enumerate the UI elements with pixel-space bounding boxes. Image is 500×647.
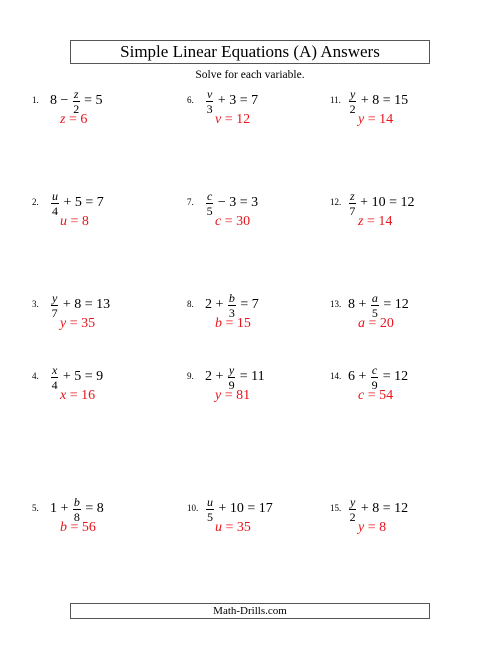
problem-number: 13.	[330, 299, 342, 309]
fraction-denominator: 3	[206, 101, 213, 116]
answer-variable: z	[60, 112, 66, 127]
fraction	[51, 190, 59, 217]
fraction	[73, 496, 81, 523]
fraction	[206, 190, 213, 217]
answer-value: = 20	[365, 316, 394, 331]
equation-suffix: + 5 = 7	[60, 195, 104, 210]
equation-prefix: 8 +	[348, 297, 370, 312]
answer-value: = 6	[65, 112, 88, 127]
answer	[215, 520, 251, 536]
answer	[358, 388, 393, 404]
equation-prefix: 1 +	[50, 501, 72, 516]
equation-suffix: + 8 = 13	[59, 297, 111, 312]
problem-number: 14.	[330, 371, 342, 381]
answer-value: = 12	[221, 112, 251, 127]
fraction-numerator: c	[371, 362, 378, 377]
answer-value: = 15	[222, 316, 251, 331]
fraction	[349, 496, 356, 523]
answer-variable: y	[358, 112, 365, 127]
answer-value: = 8	[67, 214, 89, 229]
fraction-denominator: 3	[228, 305, 235, 320]
answer-variable: u	[60, 214, 67, 229]
equation-prefix: 2 +	[205, 297, 227, 312]
answer-value: = 8	[364, 520, 387, 535]
fraction	[371, 364, 378, 391]
answer-value: = 54	[364, 388, 394, 403]
answer-value: = 30	[221, 214, 251, 229]
fraction-numerator: a	[371, 290, 378, 305]
answer-value: = 14	[364, 112, 394, 127]
equation-suffix: = 5	[80, 93, 103, 108]
answer-variable: y	[60, 316, 67, 331]
footer-site: Math-Drills.com	[70, 603, 430, 619]
fraction-denominator: 4	[52, 203, 58, 218]
equation-suffix: + 5 = 9	[59, 369, 104, 384]
answer-variable: u	[215, 520, 222, 535]
fraction-denominator: 7	[51, 305, 58, 320]
fraction-numerator: b	[73, 494, 80, 509]
answer	[60, 520, 96, 536]
answer	[358, 520, 386, 536]
fraction	[371, 292, 379, 319]
answer-variable: c	[358, 388, 365, 403]
problem-number: 4.	[32, 371, 39, 381]
fraction-numerator: b	[228, 290, 235, 305]
problem-number: 8.	[187, 299, 194, 309]
fraction-numerator: c	[207, 188, 213, 203]
answer	[60, 388, 95, 404]
problem-number: 11.	[330, 95, 341, 105]
fraction-denominator: 8	[73, 509, 80, 524]
fraction-numerator: z	[350, 188, 355, 203]
answer-variable: b	[60, 520, 67, 535]
equation-prefix: 8 −	[50, 93, 72, 108]
answer	[60, 214, 89, 230]
answer-value: = 35	[222, 520, 251, 535]
fraction-numerator: y	[52, 290, 58, 305]
fraction-denominator: 7	[349, 203, 356, 218]
equation-prefix: 6 +	[348, 369, 370, 384]
problem-number: 1.	[32, 95, 39, 105]
problem-number: 2.	[32, 197, 39, 207]
answer	[215, 316, 251, 332]
answer-value: = 35	[66, 316, 96, 331]
problem-number: 7.	[187, 197, 194, 207]
equation-suffix: = 12	[379, 369, 409, 384]
equation-suffix: + 10 = 12	[356, 195, 415, 210]
equation-prefix: 2 +	[205, 369, 227, 384]
answer	[60, 112, 87, 128]
equation-suffix: = 12	[379, 297, 409, 312]
problem-number: 3.	[32, 299, 39, 309]
fraction-numerator: u	[207, 494, 213, 509]
fraction	[349, 190, 356, 217]
answer	[358, 214, 392, 230]
answer-variable: x	[60, 388, 67, 403]
fraction-denominator: 9	[228, 377, 235, 392]
answer	[215, 112, 250, 128]
answer-variable: y	[215, 388, 222, 403]
answer-variable: c	[215, 214, 222, 229]
equation-suffix: − 3 = 3	[214, 195, 259, 210]
answer-variable: z	[358, 214, 364, 229]
fraction	[51, 292, 58, 319]
answer-value: = 56	[67, 520, 96, 535]
problem-number: 9.	[187, 371, 194, 381]
answer	[358, 316, 394, 332]
equation-suffix: + 10 = 17	[215, 501, 273, 516]
equation-suffix: = 8	[81, 501, 104, 516]
fraction-denominator: 5	[206, 203, 213, 218]
fraction-denominator: 2	[349, 101, 356, 116]
fraction-numerator: v	[207, 86, 213, 101]
fraction-numerator: y	[350, 86, 356, 101]
fraction-denominator: 4	[51, 377, 58, 392]
answer-value: = 16	[66, 388, 96, 403]
problem-number: 15.	[330, 503, 342, 513]
worksheet-title: Simple Linear Equations (A) Answers	[70, 40, 430, 64]
equation-suffix: = 11	[236, 369, 265, 384]
fraction-denominator: 9	[371, 377, 378, 392]
answer-variable: v	[215, 112, 222, 127]
problem-number: 10.	[187, 503, 199, 513]
instructions: Solve for each variable.	[195, 69, 305, 81]
fraction-denominator: 2	[349, 509, 356, 524]
fraction-denominator: 5	[371, 305, 378, 320]
answer	[358, 112, 393, 128]
fraction-numerator: z	[73, 86, 79, 101]
equation-suffix: = 7	[236, 297, 259, 312]
answer-value: = 14	[363, 214, 393, 229]
problem-number: 5.	[32, 503, 39, 513]
fraction-numerator: y	[350, 494, 356, 509]
fraction-numerator: x	[52, 362, 58, 377]
fraction-numerator: y	[228, 362, 235, 377]
answer-variable: y	[358, 520, 365, 535]
answer	[215, 388, 250, 404]
answer-variable: b	[215, 316, 222, 331]
answer	[215, 214, 250, 230]
fraction	[206, 496, 214, 523]
fraction	[73, 88, 80, 115]
fraction-denominator: 2	[73, 101, 80, 116]
fraction	[51, 364, 58, 391]
problem-number: 12.	[330, 197, 342, 207]
equation-suffix: + 8 = 15	[357, 93, 409, 108]
answer-variable: a	[358, 316, 365, 331]
equation-suffix: + 8 = 12	[357, 501, 409, 516]
fraction	[228, 292, 236, 319]
fraction	[349, 88, 356, 115]
fraction-denominator: 5	[207, 509, 213, 524]
answer	[60, 316, 95, 332]
answer-value: = 81	[221, 388, 251, 403]
fraction	[228, 364, 235, 391]
problem-number: 6.	[187, 95, 194, 105]
fraction	[206, 88, 213, 115]
equation-suffix: + 3 = 7	[214, 93, 259, 108]
fraction-numerator: u	[52, 188, 58, 203]
